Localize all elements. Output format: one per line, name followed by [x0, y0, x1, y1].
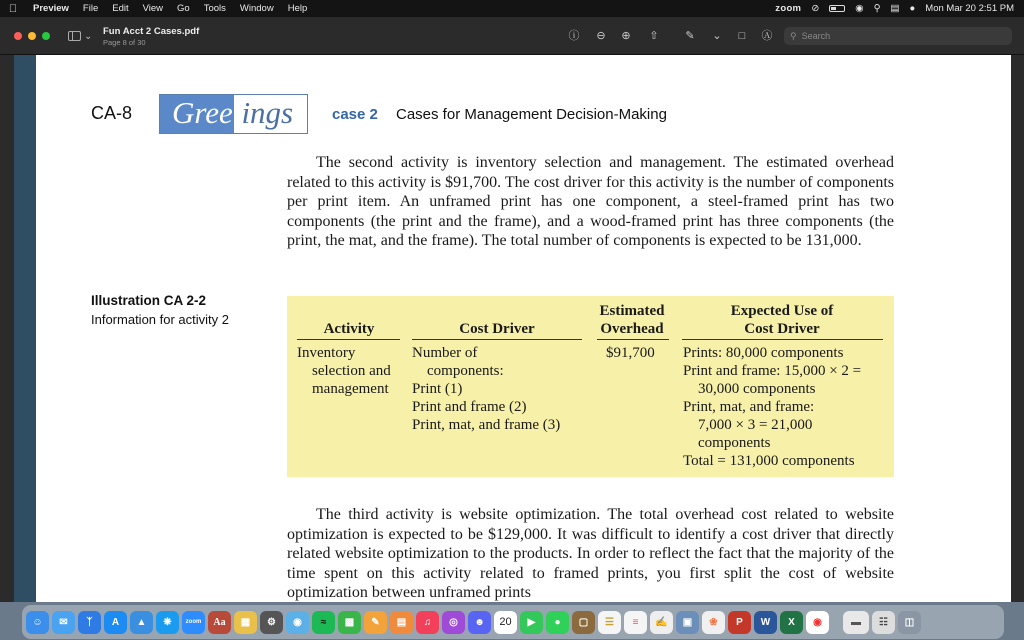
cell-driver-line: Print (1) — [412, 381, 463, 397]
photos-icon[interactable]: ❀ — [702, 611, 725, 634]
fullscreen-window-button[interactable] — [42, 32, 50, 40]
document-title: Fun Acct 2 Cases.pdf — [103, 26, 200, 37]
podcasts-icon[interactable]: ◎ — [442, 611, 465, 634]
messages-icon[interactable]: ● — [546, 611, 569, 634]
close-window-button[interactable] — [14, 32, 22, 40]
cell-driver-line: Print, mat, and frame (3) — [412, 417, 561, 433]
cell-activity-line: management — [312, 381, 389, 397]
zoom-app-icon[interactable]: zoom — [182, 611, 205, 634]
cell-activity-line: selection and — [312, 363, 391, 379]
info-icon[interactable]: ⓘ — [568, 30, 580, 42]
recent-window-thumbnail[interactable]: ▬ — [843, 611, 869, 634]
notes-icon[interactable]: ☰ — [598, 611, 621, 634]
rotate-icon[interactable]: □ — [738, 30, 746, 42]
cell-driver-line: Number of — [412, 345, 478, 361]
case-title: Cases for Management Decision-Making — [396, 106, 667, 123]
search-placeholder: Search — [801, 31, 831, 41]
keynote-icon[interactable]: ▲ — [130, 611, 153, 634]
maps-icon[interactable]: ◉ — [286, 611, 309, 634]
header-expected-use: Expected Use of — [730, 303, 834, 319]
spotlight-search-icon[interactable]: ⚲ — [873, 3, 881, 14]
header-rule — [412, 339, 582, 340]
header-expected-driver: Cost Driver — [744, 321, 820, 337]
search-input[interactable] — [784, 27, 1012, 45]
minimize-window-button[interactable] — [28, 32, 36, 40]
apple-menu-icon[interactable] — [0, 3, 26, 15]
chevron-down-icon: ⌄ — [84, 30, 93, 42]
cell-overhead-value: $91,700 — [606, 345, 655, 361]
menu-tools[interactable]: Tools — [203, 3, 226, 14]
preview-icon[interactable]: ▣ — [676, 611, 699, 634]
menu-clock[interactable]: Mon Mar 20 2:51 PM — [925, 3, 1014, 14]
books-icon[interactable]: ▤ — [390, 611, 413, 634]
bluetooth-icon[interactable]: ᛉ — [78, 611, 101, 634]
safari-icon[interactable]: ❋ — [156, 611, 179, 634]
markup-chevron-icon[interactable]: ⌄ — [712, 30, 722, 42]
zoom-out-icon[interactable]: ⊖ — [596, 30, 606, 42]
window-titlebar — [0, 17, 1024, 55]
dock-shelf — [22, 605, 1004, 639]
menu-view[interactable]: View — [142, 3, 164, 14]
wifi-icon[interactable]: ◉ — [855, 3, 864, 14]
menu-edit[interactable]: Edit — [112, 3, 129, 14]
header-estimated: Estimated — [599, 303, 665, 319]
cell-activity-line: Inventory — [297, 345, 356, 361]
cell-expected-line: components — [698, 435, 771, 451]
page-indicator: Page 8 of 30 — [103, 38, 146, 47]
search-icon: ⚲ — [790, 30, 797, 41]
header-rule — [597, 339, 669, 340]
document-viewport[interactable] — [0, 55, 1024, 602]
textedit-icon[interactable]: ✍ — [650, 611, 673, 634]
cell-driver-line: components: — [427, 363, 504, 379]
excel-icon[interactable]: X — [780, 611, 803, 634]
finder-icon[interactable]: ☺ — [26, 611, 49, 634]
activity-table — [287, 296, 894, 477]
menu-help[interactable]: Help — [287, 3, 308, 14]
battery-icon[interactable] — [829, 5, 845, 12]
discord-icon[interactable]: ☻ — [468, 611, 491, 634]
chrome-icon[interactable]: ◉ — [806, 611, 829, 634]
reminders-icon[interactable]: ≡ — [624, 611, 647, 634]
case-number: CA-8 — [91, 103, 133, 123]
greetings-logo — [159, 94, 308, 134]
system-preferences-icon[interactable]: ⚙ — [260, 611, 283, 634]
cell-expected-line: 7,000 × 3 = 21,000 — [698, 417, 813, 433]
page-side-strip — [14, 55, 36, 602]
header-overhead: Overhead — [600, 321, 664, 337]
header-cost-driver: Cost Driver — [459, 321, 535, 337]
word-icon[interactable]: W — [754, 611, 777, 634]
header-rule — [682, 339, 883, 340]
control-center-icon[interactable]: ▤ — [890, 3, 900, 14]
markup-pen-icon[interactable]: ✎ — [685, 30, 695, 42]
app-store-icon[interactable]: A — [104, 611, 127, 634]
calendar-icon[interactable]: 20 — [494, 611, 517, 634]
logo-text-head: Greet — [172, 95, 242, 130]
share-icon[interactable]: ⇧ — [649, 30, 659, 42]
facetime-icon[interactable]: ▶ — [520, 611, 543, 634]
cell-expected-line: 30,000 components — [698, 381, 816, 397]
logo-text-tail: ings — [241, 95, 294, 130]
spotify-icon[interactable]: ≈ — [312, 611, 335, 634]
recent-document-thumbnail[interactable]: ☷ — [872, 611, 895, 634]
dock — [0, 602, 1024, 640]
markup-toolbar-icon[interactable]: Ⓐ — [761, 30, 773, 42]
cell-expected-line: Prints: 80,000 components — [683, 345, 844, 361]
mail-icon[interactable]: ✉ — [52, 611, 75, 634]
paragraph-activity-3: The third activity is website optimization. The total overhead cost related to website optimization is expected to be $129,000. It was difficult to identify a cost driver that directly related website optimization to the products. In order to reflect the fact that the majority of the time spent on this activity related to framed prints, you first split the cost of website optimization between unframed prints — [287, 506, 894, 602]
pdf-page[interactable] — [36, 55, 1011, 602]
illustration-title: Illustration CA 2-2 — [91, 293, 207, 308]
menu-file[interactable]: File — [82, 3, 99, 14]
sidebar-toggle-button[interactable] — [68, 29, 94, 43]
paragraph-activity-2: The second activity is inventory selection and management. The estimated overhead related to this activity is $91,700. The cost driver for this activity is the number of components per print item. An unframed print has one component, a steel-framed print has two components (the print and the frame), and a wood-framed print has three components (the print, the mat, and the frame). The total number of components is expected to be 131,000. — [287, 154, 894, 250]
cell-expected-line: Print and frame: 15,000 × 2 = — [683, 363, 862, 379]
sidebar-icon — [68, 31, 81, 41]
numbers-icon[interactable]: ▩ — [338, 611, 361, 634]
dictionary-icon[interactable]: Aa — [208, 611, 231, 634]
screen-share-icon[interactable]: ⊘ — [811, 3, 820, 14]
powerpoint-icon[interactable]: P — [728, 611, 751, 634]
trash-icon[interactable]: ◫ — [898, 611, 921, 634]
pages-icon[interactable]: ✎ — [364, 611, 387, 634]
zoom-status-item[interactable]: zoom — [775, 3, 802, 14]
header-activity: Activity — [323, 321, 375, 337]
menu-bar — [0, 0, 1024, 17]
notes-app-icon[interactable]: ▢ — [572, 611, 595, 634]
header-rule — [297, 339, 400, 340]
cell-expected-total: Total = 131,000 components — [683, 453, 855, 469]
zoom-in-icon[interactable]: ⊕ — [621, 30, 631, 42]
case-label: case 2 — [332, 106, 378, 123]
music-icon[interactable]: ♫ — [416, 611, 439, 634]
launchpad-icon[interactable]: ▦ — [234, 611, 257, 634]
menu-go[interactable]: Go — [177, 3, 190, 14]
app-menu[interactable]: Preview — [33, 3, 69, 14]
cell-expected-line: Print, mat, and frame: — [683, 399, 815, 415]
cell-driver-line: Print and frame (2) — [412, 399, 527, 415]
illustration-subtitle: Information for activity 2 — [91, 312, 229, 327]
siri-icon[interactable]: ● — [909, 3, 916, 14]
menu-window[interactable]: Window — [239, 3, 274, 14]
